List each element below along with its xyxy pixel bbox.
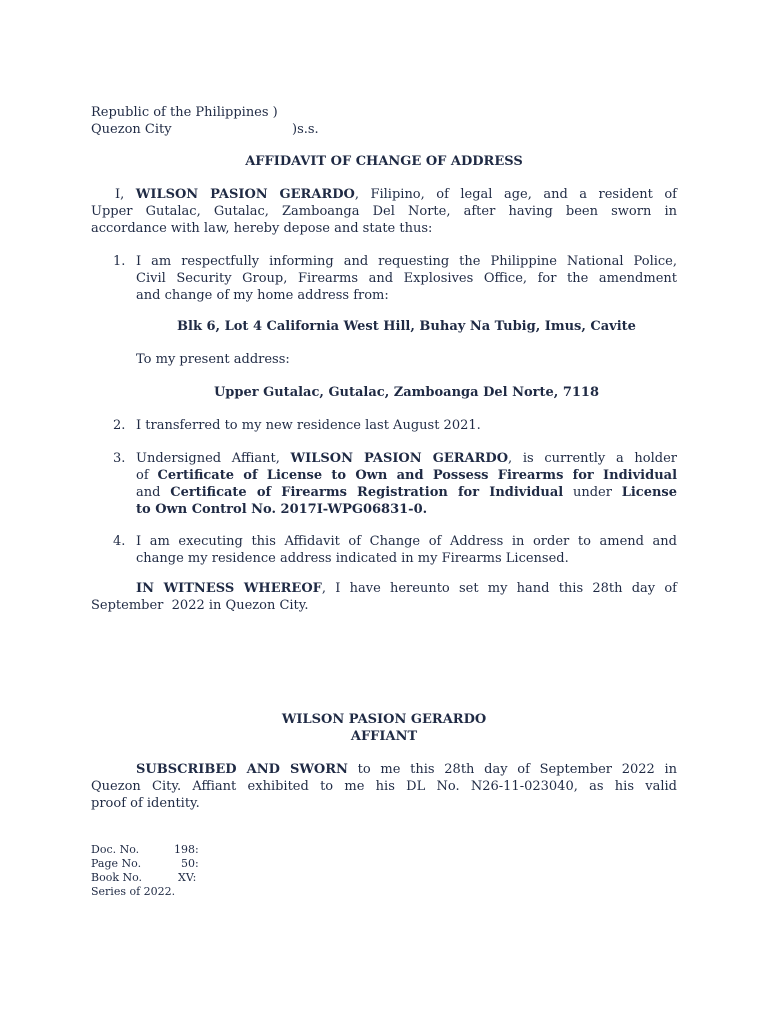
item-3-number: 3. <box>113 451 126 466</box>
intro-rest: , Filipino, of legal age, and a resident of <box>354 187 677 202</box>
item-2-text: I transferred to my new residence last August 2021. <box>136 418 481 433</box>
item-3-affiant-name: WILSON PASION GERARDO <box>290 451 509 466</box>
jurat-heading: SUBSCRIBED AND SWORN <box>136 762 348 777</box>
item-1-line-2: Civil Security Group, Firearms and Explosives Office, for the amendment <box>136 271 677 286</box>
jurat-rest: to me this 28th day of September 2022 in <box>347 762 678 777</box>
intro-line-3: accordance with law, hereby depose and state thus: <box>91 221 433 236</box>
signatory-role: AFFIANT <box>350 729 418 744</box>
item-3-rest: , is currently a holder <box>508 451 677 466</box>
certificate-license: Certificate of License to Own and Possess Firearms for Individual <box>157 468 678 483</box>
signatory-name: WILSON PASION GERARDO <box>281 712 487 727</box>
present-address-label: To my present address: <box>136 352 290 367</box>
series-of: Series of 2022. <box>91 885 176 898</box>
witness-line-2: September 2022 in Quezon City. <box>91 598 309 613</box>
witness-line-1 <box>91 580 677 597</box>
jurat-line-2: Quezon City. Affiant exhibited to me his DL No. N26-11-023040, as his valid <box>91 779 677 794</box>
item-1-line-1: I am respectfully informing and requesting the Philippine National Police, <box>136 254 677 269</box>
affiant-name: WILSON PASION GERARDO <box>135 187 355 202</box>
book-no-label: Book No. <box>91 871 143 884</box>
venue-ss: )s.s. <box>292 122 319 137</box>
new-address: Upper Gutalac, Gutalac, Zamboanga Del Norte, 7118 <box>213 385 600 400</box>
license-word: License <box>621 485 678 500</box>
doc-no-label: Doc. No. <box>91 843 140 856</box>
page-no-value: 50: <box>181 857 199 870</box>
item-3-and: and <box>136 485 171 500</box>
witness-heading: IN WITNESS WHEREOF <box>136 581 322 596</box>
book-no-value: XV: <box>178 871 197 884</box>
item-1-line-3: and change of my home address from: <box>136 288 389 303</box>
witness-rest: , I have hereunto set my hand this 28th day of <box>321 581 677 596</box>
item-4-number: 4. <box>113 534 126 549</box>
venue-republic: Republic of the Philippines ) <box>91 105 278 120</box>
doc-no-value: 198: <box>174 843 199 856</box>
intro-line-1 <box>91 186 677 203</box>
item-3-under: under <box>563 485 622 500</box>
item-3-line-1 <box>136 450 677 467</box>
item-4-line-1: I am executing this Affidavit of Change of Address in order to amend and <box>136 534 677 549</box>
old-address: Blk 6, Lot 4 California West Hill, Buhay Na Tubig, Imus, Cavite <box>177 319 636 334</box>
intro-line-2: Upper Gutalac, Gutalac, Zamboanga Del Norte, after having been sworn in <box>91 204 677 219</box>
page-no-label: Page No. <box>91 857 142 870</box>
jurat-line-1 <box>91 761 677 778</box>
certificate-registration: Certificate of Firearms Registration for Individual <box>170 485 564 500</box>
item-4-line-2: change my residence address indicated in my Firearms Licensed. <box>136 551 569 566</box>
item-1-number: 1. <box>113 254 126 269</box>
venue-city: Quezon City <box>91 122 172 137</box>
document-title: AFFIDAVIT OF CHANGE OF ADDRESS <box>245 154 523 169</box>
intro-prefix: I, <box>115 187 136 202</box>
license-control-number: to Own Control No. 2017I-WPG06831-0. <box>136 502 428 517</box>
item-3-line-3 <box>136 484 677 501</box>
item-2-number: 2. <box>113 418 126 433</box>
jurat-line-3: proof of identity. <box>91 796 200 811</box>
item-3-of: of <box>136 468 158 483</box>
item-3-prefix: Undersigned Affiant, <box>136 451 291 466</box>
item-3-line-2 <box>136 467 677 484</box>
